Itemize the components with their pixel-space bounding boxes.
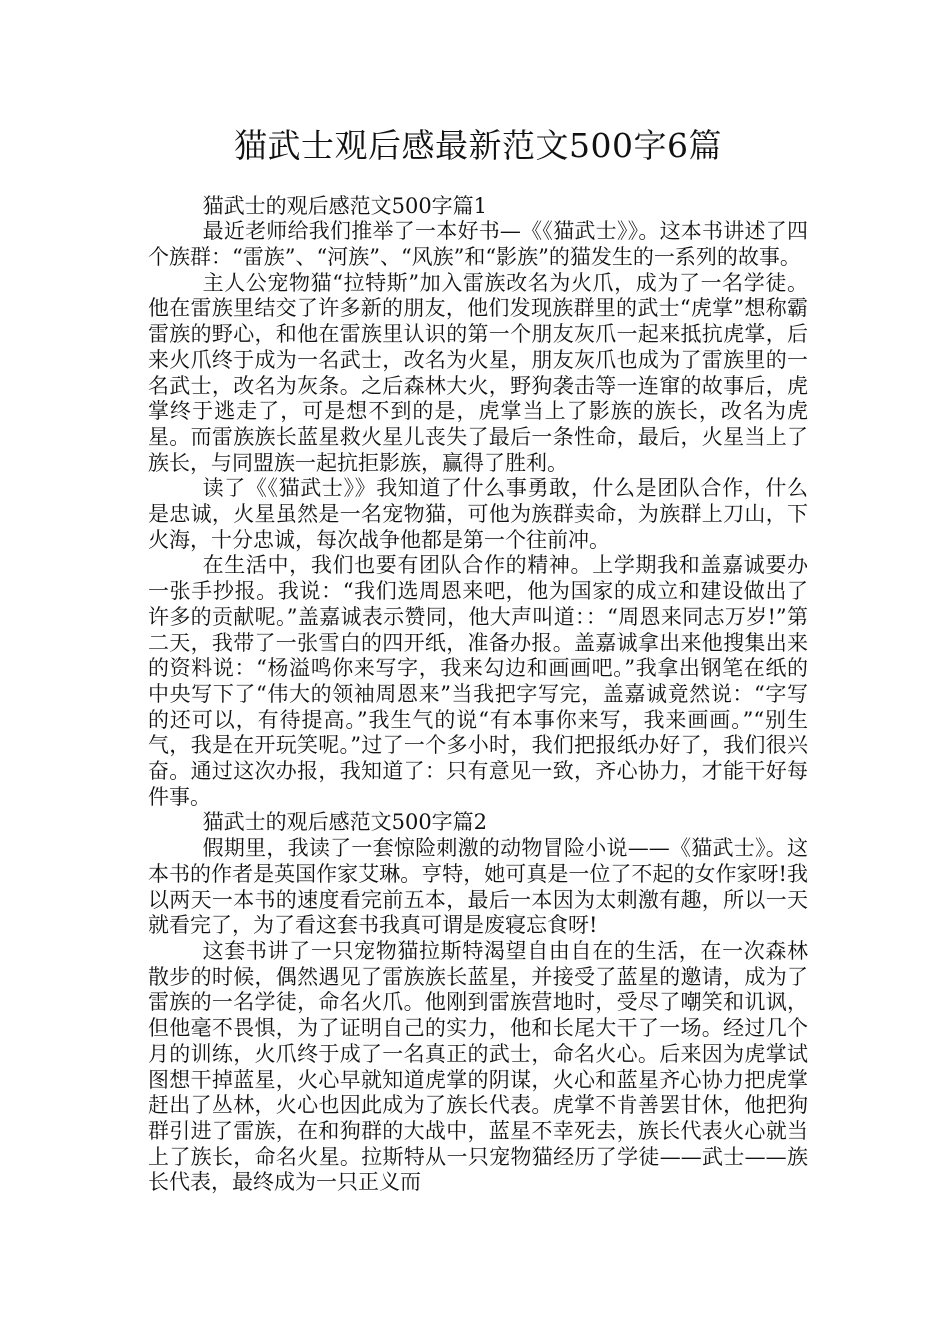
paragraph: 主人公宠物猫“拉特斯”加入雷族改名为火爪，成为了一名学徒。他在雷族里结交了许多新的朋友，他们发现族群里的武士“虎掌”想称霸雷族的野心，和他在雷族里认识的第一个朋友灰爪一起来抵抗虎掌，后来火爪终于成为一名武士，改名为火星，朋友灰爪也成为了雷族里的一名武士，改名为灰条。之后森林大火，野狗袭击等一连窜的故事后，虎掌终于逃走了，可是想不到的是，虎掌当上了影族的族长，改名为虎星。而雷族族长蓝星救火星儿丧失了最后一条性命，最后，火星当上了族长，与同盟族一起抗拒影族，赢得了胜利。 [148,270,808,475]
paragraph: 读了《《猫武士》》我知道了什么事勇敢，什么是团队合作，什么是忠诚，火星虽然是一名宠物猫，可他为族群卖命，为族群上刀山，下火海，十分忠诚，每次战争他都是第一个往前冲。 [148,476,808,552]
paragraph: 在生活中，我们也要有团队合作的精神。上学期我和盖嘉诚要办一张手抄报。我说：“我们选周恩来吧，他为国家的成立和建设做出了许多的贡献呢。”盖嘉诚表示赞同，他大声叫道：：“周恩来同志万岁!”第二天，我带了一张雪白的四开纸，准备办报。盖嘉诚拿出来他搜集出来的资料说：“杨溢鸣你来写字，我来勾边和画画吧。”我拿出钢笔在纸的中央写下了“伟大的领袖周恩来”当我把字写完，盖嘉诚竟然说：“字写的还可以，有待提高。”我生气的说“有本事你来写，我来画画。”“别生气，我是在开玩笑呢。”过了一个多小时，我们把报纸办好了，我们很兴奋。通过这次办报，我知道了：只有意见一致，齐心协力，才能干好每件事。 [148,553,808,809]
paragraph: 这套书讲了一只宠物猫拉斯特渴望自由自在的生活，在一次森林散步的时候，偶然遇见了雷族族长蓝星，并接受了蓝星的邀请，成为了雷族的一名学徒，命名火爪。他刚到雷族营地时，受尽了嘲笑和讥讽，但他毫不畏惧，为了证明自己的实力，他和长尾大干了一场。经过几个月的训练，火爪终于成了一名真正的武士，命名火心。后来因为虎掌试图想干掉蓝星，火心早就知道虎掌的阴谋，火心和蓝星齐心协力把虎掌赶出了丛林，火心也因此成为了族长代表。虎掌不肯善罢甘休，他把狗群引进了雷族，在和狗群的大战中，蓝星不幸死去，族长代表火心就当上了族长，命名火星。拉斯特从一只宠物猫经历了学徒——武士——族长代表，最终成为一只正义而 [148,938,808,1195]
document-page [148,126,808,1196]
paragraph: 假期里，我读了一套惊险刺激的动物冒险小说——《猫武士》。这本书的作者是英国作家艾琳。亨特，她可真是一位了不起的女作家呀!我以两天一本书的速度看完前五本，最后一本因为太刺激有趣，所以一天就看完了，为了看这套书我真可谓是废寝忘食呀! [148,836,808,938]
document-body [148,194,808,1196]
section-heading-1: 猫武士的观后感范文500字篇1 [202,193,488,218]
paragraph: 最近老师给我们推举了一本好书—《《猫武士》》。这本书讲述了四个族群：“雷族”、“河族”、“风族”和“影族”的猫发生的一系列的故事。 [148,219,808,269]
section-heading-2: 猫武士的观后感范文500字篇2 [202,810,488,835]
document-title: 猫武士观后感最新范文500字6篇 [234,126,722,165]
